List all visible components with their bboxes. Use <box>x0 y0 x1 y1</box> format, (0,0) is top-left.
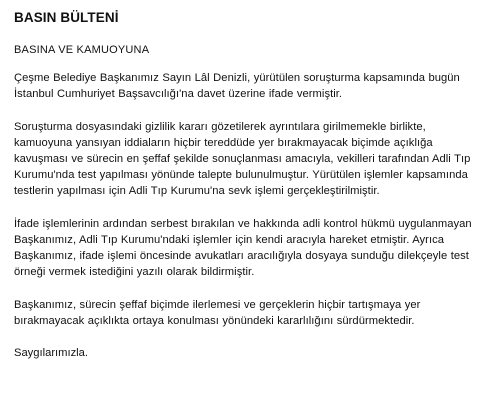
document-addressee: BASINA VE KAMUOYUNA <box>14 44 150 56</box>
paragraph-4: Başkanımız, sürecin şeffaf biçimde ilerlemesi ve gerçeklerin hiçbir tartışmaya yer bırakmayacak açıklıkta ortaya konulması yönündeki kararlılığını sürdürmektedir. <box>14 299 421 327</box>
document-title: BASIN BÜLTENİ <box>14 10 119 25</box>
paragraph-1: Çeşme Belediye Başkanımız Sayın Lâl Denizli, yürütülen soruşturma kapsamında bugün İstanbul Cumhuriyet Başsavcılığı'na davet üzerine ifade vermiştir. <box>14 72 460 100</box>
paragraph-2: Soruşturma dosyasındaki gizlilik kararı gözetilerek ayrıntılara girilmemekle birlikte, kamuoyuna yansıyan iddiaların hiçbir tereddüde yer bırakmayacak biçimde açıklığa kavuşması ve sürecin en şeffaf şekilde sonuçlanması amacıyla, vekilleri tarafından Adli Tıp Kurumu'nda test yapılması yönünde talepte bulunulmuştur. Yürütülen işlemler kapsamında testlerin yapılması için Adli Tıp Kurumu'na sevk işlemi gerçekleştirilmiştir. <box>14 121 471 197</box>
closing-line: Saygılarımızla. <box>14 347 88 359</box>
paragraph-3: İfade işlemlerinin ardından serbest bırakılan ve hakkında adli kontrol hükmü uygulanmayan Başkanımız, Adli Tıp Kurumu'ndaki işlemler için kendi aracıyla hareket etmiştir. Ayrıca Başkanımız, ifade işlemi öncesinde avukatları aracılığıyla dosyaya sunduğu dilekçeyle test örneği vermek istediğini yazılı olarak bildirmiştir. <box>14 218 472 278</box>
